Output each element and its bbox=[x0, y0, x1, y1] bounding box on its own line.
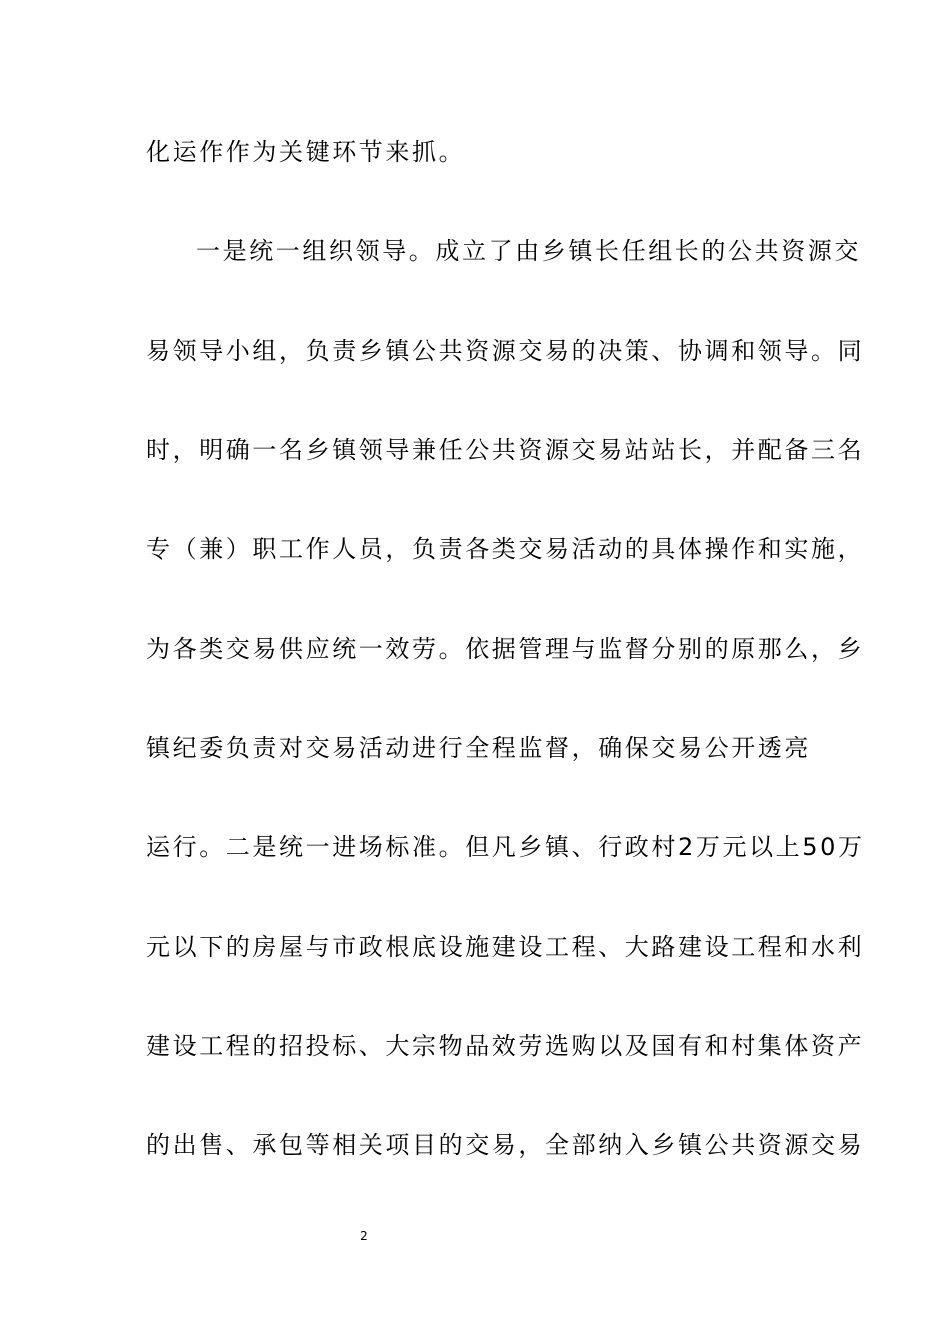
text-line: 时，明确一名乡镇领导兼任公共资源交易站站长，并配备三名 bbox=[146, 436, 865, 464]
text-line: 易领导小组，负责乡镇公共资源交易的决策、协调和领导。同 bbox=[146, 337, 865, 365]
text-line: 为各类交易供应统一效劳。依据管理与监督分别的原那么，乡 bbox=[146, 635, 865, 663]
text-line: 建设工程的招投标、大宗物品效劳选购以及国有和村集体资产 bbox=[146, 1032, 865, 1060]
text-line: 专（兼）职工作人员，负责各类交易活动的具体操作和实施， bbox=[146, 535, 865, 563]
text-line: 的出售、承包等相关项目的交易，全部纳入乡镇公共资源交易 bbox=[146, 1131, 865, 1159]
text-line: 元以下的房屋与市政根底设施建设工程、大路建设工程和水利 bbox=[146, 933, 865, 961]
page-number: 2 bbox=[360, 1229, 368, 1243]
text-line: 化运作作为关键环节来抓。 bbox=[146, 138, 466, 166]
text-line: 运行。二是统一进场标准。但凡乡镇、行政村2万元以上50万 bbox=[146, 833, 865, 861]
text-line: 一是统一组织领导。成立了由乡镇长任组长的公共资源交 bbox=[196, 237, 861, 265]
text-line: 镇纪委负责对交易活动进行全程监督，确保交易公开透亮 bbox=[146, 734, 811, 762]
